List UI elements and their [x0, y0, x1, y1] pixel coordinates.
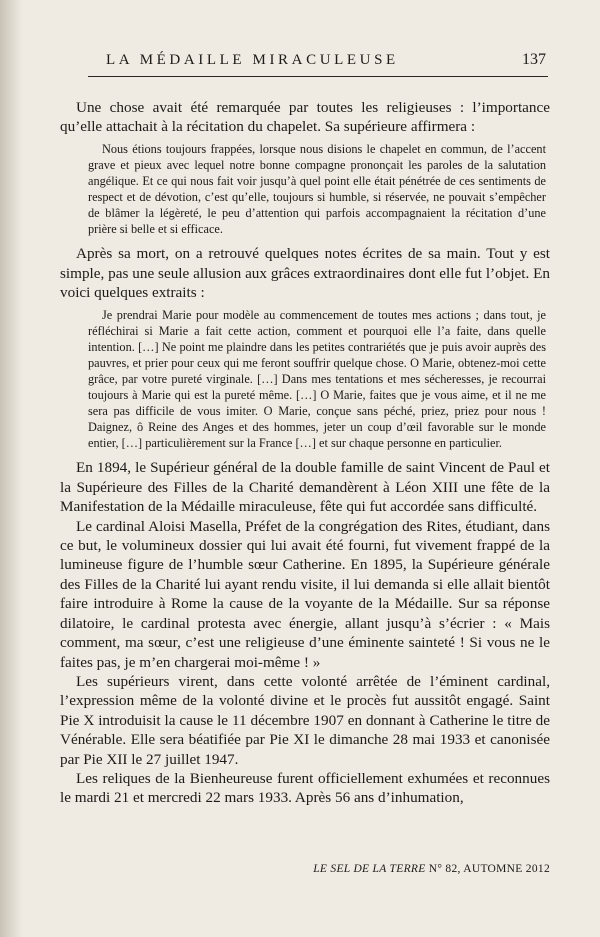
page-number: 137 [522, 51, 546, 68]
running-title: LA MÉDAILLE MIRACULEUSE [106, 52, 399, 68]
quote-superieure: Nous étions toujours frappées, lorsque nous disions le chapelet en commun, de l’accent grave et pieux avec lequel notre bonne compagne prononçait les paroles de la salutation angélique. Et ce qui nous fait voir jusqu’à quel point elle était pénétrée de ces sentiments de respect et de dévotion, c’est qu’elle, toujours si humble, si réservée, ne pouvait s’empêcher de blâmer la légèreté, le peu d’attention qui parfois accompagnaient la récitation d’une prière si belle et si efficace. [88, 141, 546, 237]
footer-issue: N° 82, AUTOMNE 2012 [428, 863, 550, 875]
page-body [60, 98, 550, 808]
footer-journal: LE SEL DE LA TERRE [313, 863, 426, 875]
paragraph-cause: Les supérieurs virent, dans cette volonté arrêtée de l’éminent cardinal, l’expression même de la volonté divine et le procès fut aussitôt engagé. Saint Pie X introduisit la cause le 11 décembre 1907 en donnant à Catherine le titre de Vénérable. Elle sera béatifiée par Pie XI le dimanche 28 mai 1933 et canonisée par Pie XII le 27 juillet 1947. [60, 672, 550, 768]
paragraph-chapelet: Une chose avait été remarquée par toutes les religieuses : l’importance qu’elle attachait à la récitation du chapelet. Sa supérieure affirmera : [60, 99, 550, 136]
paragraph-notes: Après sa mort, on a retrouvé quelques notes écrites de sa main. Tout y est simple, pas une seule allusion aux grâces extraordinaires dont elle fut l’objet. En voici quelques extraits : [60, 245, 550, 302]
paragraph-cardinal-masella: Le cardinal Aloisi Masella, Préfet de la congrégation des Rites, étudiant, dans ce but, le volumineux dossier qui lui avait été fourni, fut vivement frappé de la lumineuse figure de l’humble sœur Catherine. En 1895, la Supérieure générale des Filles de la Charité lui ayant rendu visite, il lui demanda si elle allait bientôt faire introduire à Rome la cause de la voyante de la Médaille. Sur sa réponse dilatoire, le cardinal protesta avec énergie, allant jusqu’à s’écrier : « Mais comment, ma sœur, c’est une religieuse d’une éminente sainteté ! Si vous ne le faites pas, je m’en chargerai moi-même ! » [60, 517, 550, 671]
page-footer [313, 863, 550, 875]
quote-extraits: Je prendrai Marie pour modèle au commencement de toutes mes actions ; dans tout, je réfléchirai si Marie a fait cette action, comment et pourquoi elle l’a faite, dans quelle intention. […] Ne point me plaindre dans les petites contrariétés que je puis avoir auprès des pauvres, et prier pour ceux qui me feront souffrir quelque chose. O Marie, obtenez-moi cette grâce, par votre pureté virginale. […] Dans mes tentations et mes sécheresses, je recourrai toujours à Marie qui est la pureté même. […] O Marie, faites que je vous aime, et il ne me sera pas difficile de vous imiter. O Marie, conçue sans péché, priez, priez pour nous ! Daignez, ô Reine des Anges et des hommes, jeter un coup d’œil favorable sur le monde entier, […] particulièrement sur la France […] et sur chaque personne en particulier. [88, 307, 546, 451]
paragraph-reliques: Les reliques de la Bienheureuse furent officiellement exhumées et reconnues le mardi 21 et mercredi 22 mars 1933. Après 56 ans d’inhumation, [60, 769, 550, 807]
running-header [88, 50, 548, 77]
page-gutter-shadow [0, 0, 22, 937]
paragraph-fete-1894: En 1894, le Supérieur général de la double famille de saint Vincent de Paul et la Supérieure des Filles de la Charité demandèrent à Léon XIII une fête de la Manifestation de la Médaille miraculeuse, fête qui fut accordée sans difficulté. [60, 459, 550, 516]
